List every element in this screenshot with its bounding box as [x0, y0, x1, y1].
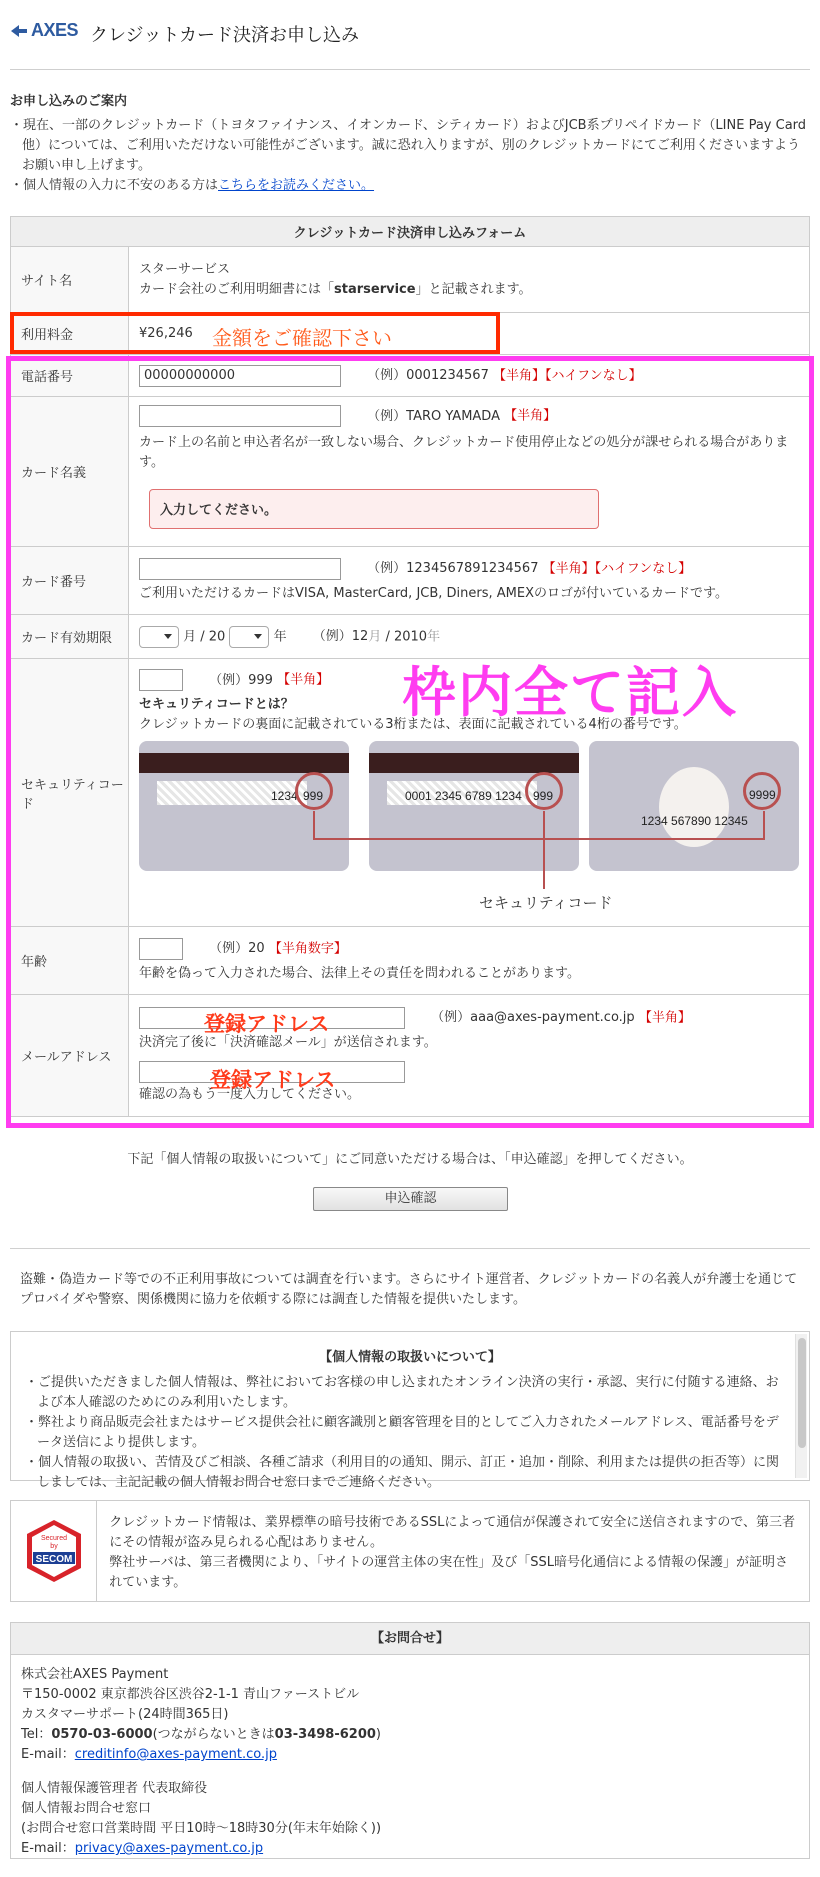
axes-logo-icon — [10, 22, 28, 40]
site-name: スターサービス — [139, 261, 231, 277]
expiry-example-year: 年 — [427, 629, 441, 644]
tel-alt-prefix: (つながらないときは — [152, 1727, 275, 1742]
email-tag: 【半角】 — [638, 1010, 691, 1025]
secom-badge-icon — [25, 1518, 83, 1584]
company-name: 株式会社AXES Payment — [21, 1667, 169, 1682]
privacy-email-label: E-mail： — [21, 1841, 75, 1856]
tel-number: 0570-03-6000 — [51, 1727, 153, 1742]
security-code-label: セキュリティコード — [11, 659, 129, 927]
email-label: メールアドレス — [11, 995, 129, 1117]
expiry-year-unit: 年 — [273, 629, 287, 644]
statement-prefix: カード会社のご利用明細書には「 — [139, 281, 335, 297]
contact-box — [10, 1622, 810, 1859]
form-caption: クレジットカード決済申し込みフォーム — [11, 217, 810, 247]
privacy-item: ・弊社より商品販売会社またはサービス提供会社に顧客識別と顧客管理を目的としてご入力されたメールアドレス、電話番号をデータ送信により提供します。 — [25, 1415, 779, 1450]
age-tag: 【半角数字】 — [268, 941, 347, 956]
logo-text: AXES — [31, 20, 79, 40]
email-note: 決済完了後に「決済確認メール」が送信されます。 — [139, 1034, 437, 1050]
security-code-caption: セキュリティコード — [479, 894, 613, 912]
privacy-scrollbar[interactable] — [795, 1334, 807, 1478]
card-name-tag: 【半角】 — [504, 408, 557, 424]
svg-text:SECOM: SECOM — [35, 1554, 72, 1565]
security-code-example: （例）999 — [209, 672, 273, 688]
card-number-tag-nohyphen: 【ハイフンなし】 — [594, 561, 692, 576]
privacy-item: ・ご提供いただきました個人情報は、弊社においてお客様の申し込まれたオンライン決済の実行・承認、実行に付随する連絡、および本人確認のためにのみ利用いたします。 — [25, 1375, 779, 1410]
expiry-example-month: 月 — [368, 629, 382, 644]
axes-logo[interactable] — [10, 20, 78, 41]
security-what-heading: セキュリティコードとは？ — [139, 697, 294, 712]
security-desc: クレジットカードの裏面に記載されている3桁または、表面に記載されている4桁の番号です。 — [139, 717, 687, 732]
card-number-tag-halfwidth: 【半角】 — [542, 561, 595, 576]
fee-value: ¥26,246 — [129, 313, 810, 355]
age-note: 年齢を偽って入力された場合、法律上その責任を問われることがあります。 — [139, 965, 580, 981]
card-number-example: （例）1234567891234567 — [367, 561, 539, 576]
tel-alt-suffix: ) — [375, 1727, 381, 1742]
card-number-digits: 0001 2345 6789 1234 — [405, 789, 522, 803]
privacy-policy-box[interactable] — [10, 1331, 810, 1490]
page-title: クレジットカード決済お申し込み — [90, 25, 360, 46]
card-name-label: カード名義 — [11, 397, 129, 547]
card-number-digits: 1234 567890 12345 — [641, 814, 748, 828]
notice-text: ・個人情報の入力に不安のある方は — [10, 178, 219, 193]
secom-seal[interactable] — [11, 1501, 97, 1601]
notice-section — [10, 92, 810, 196]
privacy-email-line — [21, 1839, 799, 1859]
support-email-link[interactable]: creditinfo@axes-payment.co.jp — [74, 1747, 277, 1762]
statement-suffix: 」と記載されます。 — [415, 281, 532, 297]
email-label-text: E-mail： — [21, 1747, 75, 1762]
expiry-example-prefix: （例）12 — [312, 629, 369, 644]
contact-heading: 【お問合せ】 — [11, 1623, 809, 1655]
ssl-certification-text: 弊社サーバは、第三者機関により、「サイトの運営主体の実在性」及び「SSL暗号化通信による情報の保護」が証明されています。 — [109, 1555, 788, 1590]
fee-label: 利用料金 — [11, 313, 129, 355]
expiry-label: カード有効期限 — [11, 615, 129, 659]
scrollbar-thumb[interactable] — [798, 1338, 806, 1448]
email-annotation: 登録アドレス — [204, 1012, 330, 1036]
privacy-read-link[interactable]: こちらをお読みください。 — [218, 178, 375, 193]
statement-note — [139, 280, 799, 300]
security-code-digits: 9999 — [749, 788, 776, 802]
privacy-hours: (お問合せ窓口営業時間 平日10時〜18時30分(年末年始除く)) — [21, 1821, 382, 1836]
submit-confirm-button[interactable]: 申込確認 — [313, 1187, 508, 1211]
phone-tag-nohyphen: 【ハイフンなし】 — [545, 368, 642, 383]
card-number-label: カード番号 — [11, 547, 129, 615]
age-label: 年齢 — [11, 927, 129, 995]
privacy-desk: 個人情報お問合せ窓口 — [21, 1801, 152, 1816]
notice-item: ・現在、一部のクレジットカード（トヨタファイナンス、イオンカード、シティカード）およびJCB系プリペイドカード（LINE Pay Card他）については、ご利用いただけない可能性がございます。誠に恐れ入りますが、別のクレジットカードにてご利用くださいますようお願い申し上げます。 — [10, 118, 807, 173]
fraud-notice: 盗難・偽造カード等での不正利用事故については調査を行います。さらにサイト運営者、クレジットカードの名義人が弁護士を通じてプロバイダや警察、関係機関に協力を依頼する際には調査した情報を提供いたします。 — [20, 1272, 798, 1307]
statement-name: starservice — [334, 281, 416, 297]
card-name-example: （例）TARO YAMADA — [367, 408, 500, 424]
security-code-digits: 999 — [533, 789, 554, 803]
email-example: （例）aaa@axes-payment.co.jp — [431, 1010, 635, 1025]
fee-annotation: 金額をご確認下さい — [212, 326, 392, 350]
notice-item — [10, 176, 810, 196]
email-confirm-note: 確認の為もう一度入力してください。 — [139, 1086, 361, 1102]
expiry-month-unit: 月 / 20 — [183, 629, 226, 644]
phone-line — [21, 1725, 799, 1745]
privacy-email-link[interactable]: privacy@axes-payment.co.jp — [74, 1841, 264, 1856]
phone-example: （例）0001234567 — [367, 368, 489, 383]
notice-heading: お申し込みのご案内 — [10, 94, 128, 109]
support-hours: カスタマーサポート(24時間365日) — [21, 1707, 229, 1722]
card-name-note: カード上の名前と申込者名が一致しない場合、クレジットカード使用停止などの処分が課せられる場合があります。 — [139, 435, 789, 470]
page-header — [10, 14, 810, 70]
site-name-value — [129, 247, 810, 313]
phone-tag-halfwidth: 【半角】 — [493, 368, 546, 383]
tel-alt-number: 03-3498-6200 — [274, 1727, 376, 1742]
tel-label: Tel： — [21, 1727, 52, 1742]
privacy-heading: 【個人情報の取扱いについて】 — [319, 1350, 501, 1365]
privacy-manager: 個人情報保護管理者 代表取締役 — [21, 1781, 208, 1796]
card-number-note: ご利用いただけるカードはVISA, MasterCard, JCB, Diners, AMEXのロゴが付いているカードです。 — [139, 585, 728, 601]
security-code-tag: 【半角】 — [277, 672, 330, 688]
svg-text:by: by — [49, 1543, 58, 1550]
ssl-text: クレジットカード情報は、業界標準の暗号技術であるSSLによって通信が保護されて安全に送信されますので、第三者にその情報が盗み見られる心配はありません。 — [109, 1515, 796, 1550]
company-address: 〒150-0002 東京都渋谷区渋谷2-1-1 青山ファーストビル — [21, 1687, 360, 1702]
expiry-example-mid: / 2010 — [381, 629, 428, 644]
divider — [10, 1248, 810, 1249]
fill-all-annotation: 枠内全て記入 — [402, 661, 738, 724]
security-code-digits: 999 — [303, 789, 324, 803]
card-number-digits: 1234 — [271, 789, 298, 803]
ssl-security-box — [10, 1500, 810, 1602]
agree-instruction: 下記「個人情報の取扱いについて」にご同意いただける場合は、「申込確認」を押してください。 — [127, 1152, 693, 1167]
phone-input[interactable]: 00000000000 — [139, 365, 341, 387]
age-example: （例）20 — [209, 941, 265, 956]
required-fields-highlight-box — [6, 356, 814, 1128]
privacy-item: ・個人情報の取扱い、苦情及びご相談、各種ご請求（利用目的の通知、開示、訂正・追加・削除、利用または提供の拒否等）に関しましては、主記記載の個人情報お問合せ窓口までご連絡ください。 — [25, 1455, 780, 1490]
email-line — [21, 1745, 799, 1765]
phone-label: 電話番号 — [11, 355, 129, 397]
svg-text:Secured: Secured — [40, 1535, 67, 1542]
card-name-error: 入力してください。 — [149, 489, 599, 529]
email-confirm-annotation: 登録アドレス — [210, 1068, 336, 1092]
site-name-label: サイト名 — [11, 247, 129, 313]
